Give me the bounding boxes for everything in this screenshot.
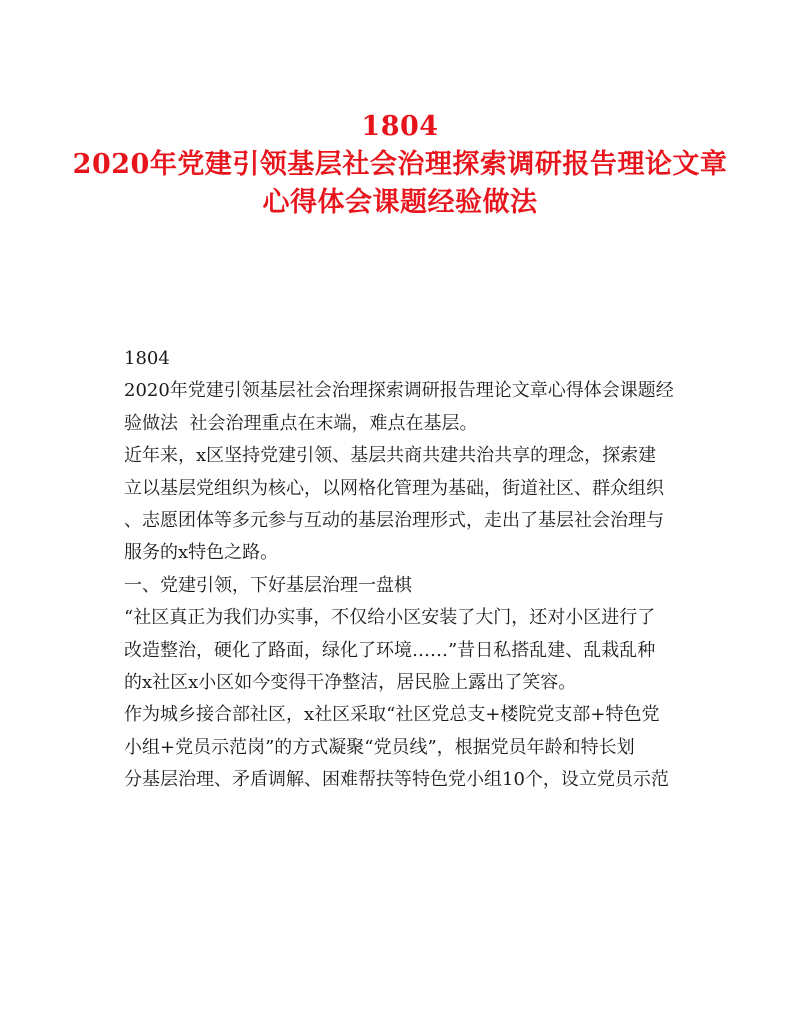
title-number: 1804 (361, 111, 439, 142)
text-line: 验做法 社会治理重点在末端，难点在基层。 (124, 412, 478, 434)
section-heading (124, 570, 684, 602)
paragraph-heading-repeat (124, 375, 684, 440)
text-line: 服务的x特色之路。 (124, 542, 279, 564)
title-sub-line: 心得体会课题经验做法 (262, 187, 538, 218)
text-line: 、志愿团体等多元参与互动的基层治理形式，走出了基层社会治理与 (124, 510, 664, 532)
text-line: 分基层治理、矛盾调解、困难帮扶等特色党小组10个，设立党员示范 (124, 769, 669, 791)
text-line: 改造整治，硬化了路面，绿化了环境……”昔日私搭乱建、乱栽乱种 (124, 639, 656, 661)
text-line: 一、党建引领，下好基层治理一盘棋 (124, 574, 412, 596)
paragraph-intro (124, 440, 684, 570)
paragraph-quote (124, 602, 684, 699)
document-body (124, 343, 684, 797)
paragraph-number (124, 343, 684, 375)
text-line: 作为城乡接合部社区，x社区采取“社区党总支+楼院党支部+特色党 (124, 704, 660, 726)
text-line: 的x社区x小区如今变得干净整洁，居民脸上露出了笑容。 (124, 672, 577, 694)
title-main-line: 2020年党建引领基层社会治理探索调研报告理论文章 (72, 149, 728, 180)
text-line: 立以基层党组织为核心，以网格化管理为基础，街道社区、群众组织 (124, 477, 664, 499)
text-line: “社区真正为我们办实事，不仅给小区安装了大门，还对小区进行了 (124, 607, 656, 629)
text-line: 1804 (124, 348, 170, 369)
document-title (0, 108, 800, 222)
text-line: 近年来，x区坚持党建引领、基层共商共建共治共享的理念，探索建 (124, 445, 657, 467)
text-line: 小组+党员示范岗”的方式凝聚“党员线”，根据党员年龄和特长划 (124, 736, 635, 758)
text-line: 2020年党建引领基层社会治理探索调研报告理论文章心得体会课题经 (124, 380, 674, 402)
paragraph-community (124, 699, 684, 796)
